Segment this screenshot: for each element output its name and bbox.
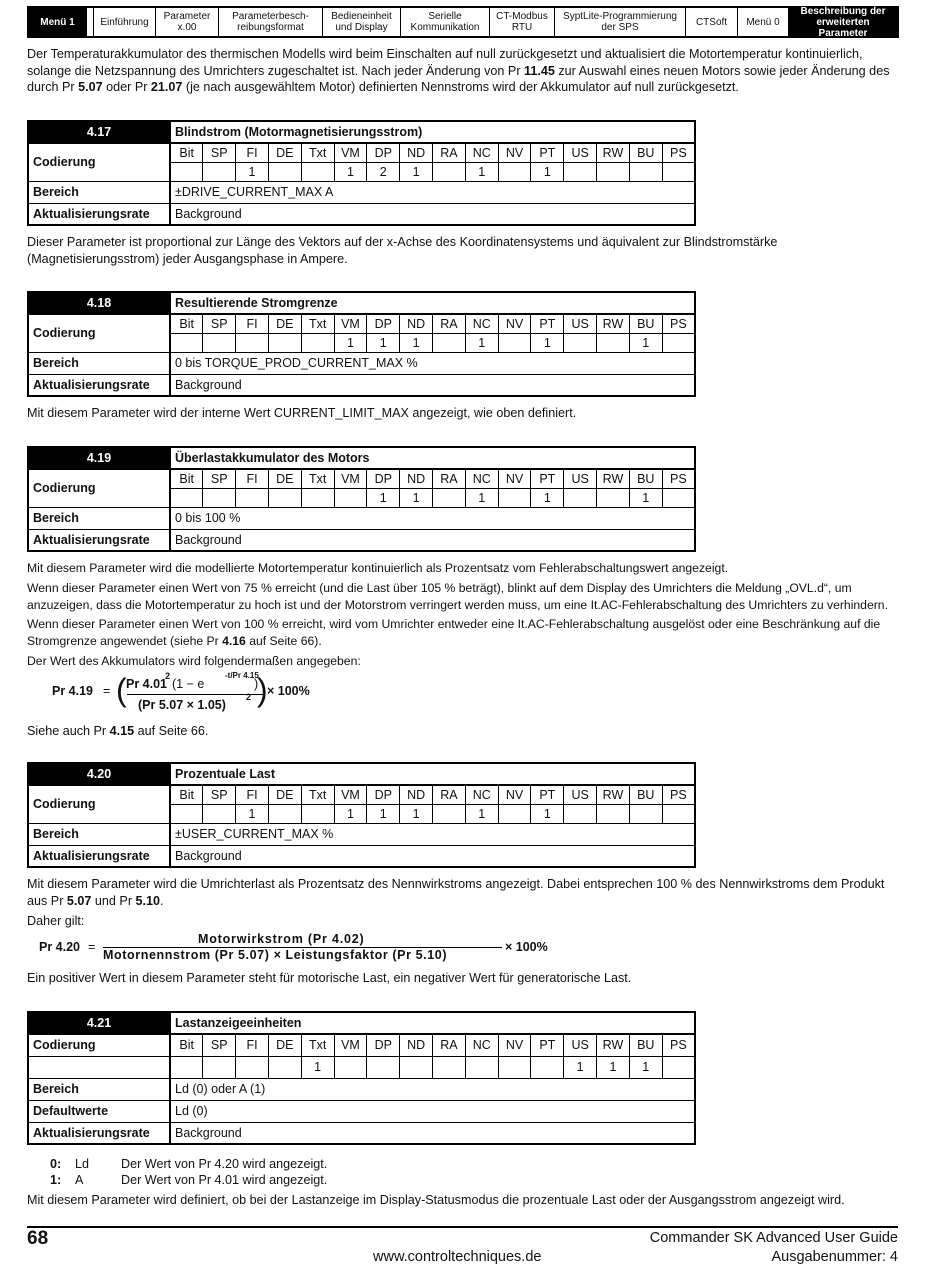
bit-header-sp: SP xyxy=(203,314,236,333)
bit-value-bu: 1 xyxy=(629,1056,662,1078)
bereich-value: Ld (0) oder A (1) xyxy=(170,1078,695,1100)
param-4-18-description: Mit diesem Parameter wird der interne Wert CURRENT_LIMIT_MAX angezeigt, wie oben definiert. xyxy=(27,406,577,420)
bit-value-pt xyxy=(531,1056,564,1078)
param-table-4-18 xyxy=(27,291,696,397)
bit-header-txt: Txt xyxy=(301,1034,334,1056)
bit-header-txt: Txt xyxy=(301,469,334,488)
default-value: Ld (0) xyxy=(170,1100,695,1122)
param-title: Lastanzeigeeinheiten xyxy=(170,1012,695,1034)
bit-header-bu: BU xyxy=(629,785,662,804)
formula-lhs: Pr 4.19 xyxy=(52,684,94,698)
bit-value-dp: 2 xyxy=(367,162,400,181)
bit-value-dp: 1 xyxy=(367,804,400,823)
bit-header-bit: Bit xyxy=(170,314,203,333)
bit-value-nd xyxy=(400,1056,433,1078)
bit-value-bit xyxy=(170,162,203,181)
bit-value-us xyxy=(564,804,597,823)
bit-value-nc: 1 xyxy=(465,488,498,507)
param-4-20-note: Ein positiver Wert in diesem Parameter steht für motorische Last, ein negativer Wert für generatorische Last. xyxy=(27,971,632,985)
formula-4-19 xyxy=(52,670,352,718)
rate-label: Aktualisierungsrate xyxy=(28,1122,170,1144)
bit-header-rw: RW xyxy=(597,785,630,804)
bit-value-nv xyxy=(498,804,531,823)
bit-header-rw: RW xyxy=(597,469,630,488)
default-label: Defaultwerte xyxy=(28,1100,170,1122)
param-title: Prozentuale Last xyxy=(170,763,695,785)
bit-header-us: US xyxy=(564,314,597,333)
equals-sign: = xyxy=(88,940,96,954)
bit-header-fi: FI xyxy=(236,314,269,333)
bit-header-nc: NC xyxy=(465,785,498,804)
bit-header-de: DE xyxy=(268,785,301,804)
formula-4-20 xyxy=(39,930,548,966)
bit-value-nc xyxy=(465,1056,498,1078)
bit-header-nc: NC xyxy=(465,1034,498,1056)
bit-header-bit: Bit xyxy=(170,1034,203,1056)
bit-header-nc: NC xyxy=(465,314,498,333)
formula-exponent: -t/Pr 4.15 xyxy=(225,671,259,680)
bit-header-sp: SP xyxy=(203,1034,236,1056)
bit-header-vm: VM xyxy=(334,1034,367,1056)
bereich-value: ±DRIVE_CURRENT_MAX A xyxy=(170,181,695,203)
param-4-19-see-also: Siehe auch Pr 4.15 auf Seite 66. xyxy=(27,724,209,738)
bit-header-sp: SP xyxy=(203,785,236,804)
bit-value-nc: 1 xyxy=(465,804,498,823)
formula-factor: × 100% xyxy=(267,684,310,698)
bit-header-nv: NV xyxy=(498,314,531,333)
rate-value: Background xyxy=(170,845,695,867)
bit-header-sp: SP xyxy=(203,143,236,162)
bit-value-ps xyxy=(662,1056,695,1078)
bit-header-nv: NV xyxy=(498,785,531,804)
bit-value-nc: 1 xyxy=(465,333,498,352)
nav-gap xyxy=(87,8,94,36)
codierung-label: Codierung xyxy=(28,785,170,823)
bit-value-bu: 1 xyxy=(629,488,662,507)
codierung-empty xyxy=(28,1056,170,1078)
param-4-21-description: Mit diesem Parameter wird definiert, ob bei der Lastanzeige im Display-Statusmodus die prozentuale Last oder der Ausgangsstrom angezeigt wird. xyxy=(27,1193,845,1207)
bit-header-bit: Bit xyxy=(170,143,203,162)
bit-value-pt: 1 xyxy=(531,162,564,181)
bit-header-de: DE xyxy=(268,469,301,488)
bit-value-dp xyxy=(367,1056,400,1078)
param-table-4-20 xyxy=(27,762,696,868)
bit-value-sp xyxy=(203,333,236,352)
formula-den-square: 2 xyxy=(246,692,252,702)
bit-value-fi xyxy=(236,488,269,507)
guide-title: Commander SK Advanced User Guide xyxy=(649,1230,898,1246)
bit-value-us xyxy=(564,488,597,507)
tab-einfuehrung[interactable]: Einführung xyxy=(94,8,156,36)
bit-value-de xyxy=(268,333,301,352)
bit-value-de xyxy=(268,162,301,181)
bit-value-sp xyxy=(203,1056,236,1078)
bit-header-bit: Bit xyxy=(170,469,203,488)
bit-header-de: DE xyxy=(268,143,301,162)
bit-header-us: US xyxy=(564,143,597,162)
footer-url[interactable]: www.controltechniques.de xyxy=(373,1249,542,1265)
formula-den: Motornennstrom (Pr 5.07) × Leistungsfaktor (Pr 5.10) xyxy=(103,948,448,962)
bit-header-pt: PT xyxy=(531,469,564,488)
codierung-label: Codierung xyxy=(28,143,170,181)
param-title: Blindstrom (Motormagnetisierungsstrom) xyxy=(170,121,695,143)
bit-header-dp: DP xyxy=(367,314,400,333)
bit-header-ps: PS xyxy=(662,785,695,804)
bit-header-pt: PT xyxy=(531,314,564,333)
param-number: 4.17 xyxy=(28,121,170,143)
bit-header-pt: PT xyxy=(531,143,564,162)
option-value: 0: xyxy=(50,1157,62,1171)
tab-syptlite[interactable]: SyptLite-Programmierung der SPS xyxy=(555,8,686,36)
param-4-19-desc-4: Der Wert des Akkumulators wird folgendermaßen angegeben: xyxy=(27,654,361,668)
bit-header-ps: PS xyxy=(662,1034,695,1056)
option-code: A xyxy=(75,1173,84,1187)
bit-value-rw xyxy=(597,333,630,352)
close-paren: ) xyxy=(257,672,268,708)
tab-parameter-x00[interactable]: Parameter x.00 xyxy=(156,8,219,36)
codierung-label: Codierung xyxy=(28,469,170,507)
rate-value: Background xyxy=(170,529,695,551)
bit-header-nd: ND xyxy=(400,469,433,488)
bit-value-de xyxy=(268,1056,301,1078)
bit-header-de: DE xyxy=(268,1034,301,1056)
param-title: Resultierende Stromgrenze xyxy=(170,292,695,314)
bit-value-nv xyxy=(498,1056,531,1078)
top-navigation xyxy=(27,6,899,38)
bit-value-sp xyxy=(203,804,236,823)
rate-value: Background xyxy=(170,1122,695,1144)
rate-label: Aktualisierungsrate xyxy=(28,374,170,396)
bit-header-nd: ND xyxy=(400,143,433,162)
fraction-line xyxy=(127,694,263,695)
bit-header-txt: Txt xyxy=(301,314,334,333)
bit-header-us: US xyxy=(564,1034,597,1056)
bit-value-bit xyxy=(170,333,203,352)
bit-header-vm: VM xyxy=(334,143,367,162)
bit-header-ra: RA xyxy=(433,785,466,804)
bit-header-nv: NV xyxy=(498,1034,531,1056)
bit-value-bit xyxy=(170,488,203,507)
formula-square: 2 xyxy=(165,671,171,681)
rate-label: Aktualisierungsrate xyxy=(28,845,170,867)
bit-header-rw: RW xyxy=(597,143,630,162)
bereich-label: Bereich xyxy=(28,507,170,529)
bit-value-rw xyxy=(597,488,630,507)
formula-num-c: ) xyxy=(254,677,259,691)
bit-header-vm: VM xyxy=(334,785,367,804)
param-table-4-17 xyxy=(27,120,696,226)
bit-header-nv: NV xyxy=(498,469,531,488)
bit-header-nd: ND xyxy=(400,1034,433,1056)
bit-header-bu: BU xyxy=(629,1034,662,1056)
rate-value: Background xyxy=(170,374,695,396)
bit-value-bu xyxy=(629,804,662,823)
bit-header-pt: PT xyxy=(531,785,564,804)
bit-value-ra xyxy=(433,1056,466,1078)
bit-value-nd: 1 xyxy=(400,488,433,507)
param-4-17-description: Dieser Parameter ist proportional zur Länge des Vektors auf der x-Achse des Koordinatensystems und äquivalent zur Blindstromstärke (Magnetisierungsstrom) jeder Ausgangsphase in Ampere. xyxy=(27,235,778,266)
bereich-value: ±USER_CURRENT_MAX % xyxy=(170,823,695,845)
bit-value-ps xyxy=(662,804,695,823)
param-4-19-desc-3: Wenn dieser Parameter einen Wert von 100 % erreicht, wird vom Umrichter entweder eine It.AC-Fehlerabschaltung ausgelöst oder eine Beschränkung auf die Stromgrenze angewendet (siehe Pr 4.16 auf Seite 66). xyxy=(27,617,881,648)
open-paren: ( xyxy=(116,672,127,708)
bit-header-fi: FI xyxy=(236,143,269,162)
bit-value-bu xyxy=(629,162,662,181)
bereich-label: Bereich xyxy=(28,352,170,374)
param-number: 4.21 xyxy=(28,1012,170,1034)
rate-label: Aktualisierungsrate xyxy=(28,529,170,551)
tab-ct-modbus-rtu[interactable]: CT-Modbus RTU xyxy=(490,8,555,36)
bit-value-bu: 1 xyxy=(629,333,662,352)
bit-header-ra: RA xyxy=(433,469,466,488)
bit-header-vm: VM xyxy=(334,314,367,333)
bit-value-nd: 1 xyxy=(400,804,433,823)
bit-value-fi: 1 xyxy=(236,162,269,181)
bit-value-ps xyxy=(662,488,695,507)
bit-header-pt: PT xyxy=(531,1034,564,1056)
bit-value-dp: 1 xyxy=(367,333,400,352)
bit-value-nd: 1 xyxy=(400,333,433,352)
bit-value-txt xyxy=(301,488,334,507)
bit-value-de xyxy=(268,804,301,823)
bit-value-sp xyxy=(203,488,236,507)
bit-value-vm: 1 xyxy=(334,333,367,352)
bit-value-bit xyxy=(170,804,203,823)
codierung-label: Codierung xyxy=(28,314,170,352)
bit-value-txt xyxy=(301,804,334,823)
tab-bedieneinheit[interactable]: Bedieneinheit und Display xyxy=(323,8,401,36)
param-4-19-desc-1: Mit diesem Parameter wird die modellierte Motortemperatur kontinuierlich als Prozentsatz vom Fehlerabschaltungswert angezeigt. xyxy=(27,561,729,575)
equals-sign: = xyxy=(103,684,111,698)
option-text: Der Wert von Pr 4.20 wird angezeigt. xyxy=(121,1157,328,1171)
bit-value-ra xyxy=(433,804,466,823)
formula-lhs: Pr 4.20 xyxy=(39,940,81,954)
bit-header-fi: FI xyxy=(236,785,269,804)
param-table-4-19 xyxy=(27,446,696,552)
bit-value-nc: 1 xyxy=(465,162,498,181)
bit-value-pt: 1 xyxy=(531,488,564,507)
bit-value-rw xyxy=(597,804,630,823)
bit-header-fi: FI xyxy=(236,1034,269,1056)
param-4-19-desc-2: Wenn dieser Parameter einen Wert von 75 % erreicht (und die Last über 105 % beträgt), blinkt auf dem Display des Umrichters die Meldung „OVL.d“, um anzuzeigen, dass die Motortemperatur zu hoch ist und der Motorstrom verringert werden muss, um eine It.AC-Fehlerabschaltung des Umrichters zu verhindern. xyxy=(27,581,888,612)
bit-value-dp: 1 xyxy=(367,488,400,507)
param-4-20-daher: Daher gilt: xyxy=(27,914,85,928)
bereich-value: 0 bis TORQUE_PROD_CURRENT_MAX % xyxy=(170,352,695,374)
bit-header-bu: BU xyxy=(629,143,662,162)
footer-rule xyxy=(27,1226,898,1228)
bit-value-rw: 1 xyxy=(597,1056,630,1078)
bit-value-sp xyxy=(203,162,236,181)
formula-factor: × 100% xyxy=(505,940,548,954)
bit-header-nc: NC xyxy=(465,469,498,488)
bit-header-txt: Txt xyxy=(301,785,334,804)
bit-value-rw xyxy=(597,162,630,181)
bit-header-rw: RW xyxy=(597,314,630,333)
bit-value-vm: 1 xyxy=(334,162,367,181)
bit-header-rw: RW xyxy=(597,1034,630,1056)
option-code: Ld xyxy=(75,1157,90,1171)
formula-num: Motorwirkstrom (Pr 4.02) xyxy=(198,932,365,946)
bit-value-ps xyxy=(662,162,695,181)
bereich-label: Bereich xyxy=(28,823,170,845)
bit-value-nv xyxy=(498,488,531,507)
bit-header-ps: PS xyxy=(662,469,695,488)
bit-header-nd: ND xyxy=(400,785,433,804)
bit-value-ra xyxy=(433,162,466,181)
bit-value-us: 1 xyxy=(564,1056,597,1078)
bit-header-bu: BU xyxy=(629,469,662,488)
page-number: 68 xyxy=(27,1228,49,1249)
bit-value-vm xyxy=(334,488,367,507)
tab-serielle-kommunikation[interactable]: Serielle Kommunikation xyxy=(401,8,490,36)
rate-value: Background xyxy=(170,203,695,225)
bit-header-dp: DP xyxy=(367,785,400,804)
bit-header-bit: Bit xyxy=(170,785,203,804)
codierung-label: Codierung xyxy=(28,1034,170,1056)
tab-parameterbeschreibungsformat[interactable]: Parameterbesch-reibungsformat xyxy=(219,8,323,36)
rate-label: Aktualisierungsrate xyxy=(28,203,170,225)
bit-header-nv: NV xyxy=(498,143,531,162)
option-value: 1: xyxy=(50,1173,62,1187)
bit-header-ra: RA xyxy=(433,1034,466,1056)
tab-erweiterte-parameter[interactable]: Beschreibung der erweiterten Parameter xyxy=(789,8,897,36)
intro-paragraph: Der Temperaturakkumulator des thermischen Modells wird beim Einschalten auf null zurückgesetzt und aktualisiert die Motortemperatur kontinuierlich, solange die Netzspannung des Umrichters zugeschaltet ist. Nach jeder Änderung von Pr 11.45 zur Auswahl eines neuen Motors sowie jeder Änderung des durch Pr 5.07 oder Pr 21.07 (je nach ausgewähltem Motor) definierten Nennstroms wird der Akkumulator auf null zurückgesetzt. xyxy=(27,47,890,94)
bit-value-ra xyxy=(433,488,466,507)
option-text: Der Wert von Pr 4.01 wird angezeigt. xyxy=(121,1173,328,1187)
bit-value-pt: 1 xyxy=(531,333,564,352)
bit-header-dp: DP xyxy=(367,1034,400,1056)
issue-number: Ausgabenummer: 4 xyxy=(771,1249,898,1265)
bit-value-txt xyxy=(301,333,334,352)
formula-num-b: (1 − e xyxy=(172,677,205,691)
bit-value-pt: 1 xyxy=(531,804,564,823)
bit-header-ra: RA xyxy=(433,143,466,162)
bit-header-txt: Txt xyxy=(301,143,334,162)
param-number: 4.18 xyxy=(28,292,170,314)
tab-menu-0[interactable]: Menü 0 xyxy=(738,8,789,36)
bit-header-us: US xyxy=(564,469,597,488)
bereich-label: Bereich xyxy=(28,1078,170,1100)
bit-header-bu: BU xyxy=(629,314,662,333)
bit-value-nv xyxy=(498,162,531,181)
bit-header-vm: VM xyxy=(334,469,367,488)
bit-header-ps: PS xyxy=(662,314,695,333)
bereich-value: 0 bis 100 % xyxy=(170,507,695,529)
param-number: 4.19 xyxy=(28,447,170,469)
bit-value-vm xyxy=(334,1056,367,1078)
bit-header-ra: RA xyxy=(433,314,466,333)
param-table-4-21 xyxy=(27,1011,696,1145)
bit-value-fi xyxy=(236,333,269,352)
bit-value-bit xyxy=(170,1056,203,1078)
bit-value-txt xyxy=(301,162,334,181)
formula-num-a: Pr 4.01 xyxy=(126,677,168,691)
bit-header-nc: NC xyxy=(465,143,498,162)
bit-header-ps: PS xyxy=(662,143,695,162)
param-number: 4.20 xyxy=(28,763,170,785)
bit-value-txt: 1 xyxy=(301,1056,334,1078)
bit-value-fi xyxy=(236,1056,269,1078)
bit-value-ps xyxy=(662,333,695,352)
bit-header-dp: DP xyxy=(367,469,400,488)
tab-menu-1[interactable]: Menü 1 xyxy=(29,8,87,36)
bit-header-nd: ND xyxy=(400,314,433,333)
bit-value-fi: 1 xyxy=(236,804,269,823)
formula-den: (Pr 5.07 × 1.05) xyxy=(138,698,226,712)
bit-header-sp: SP xyxy=(203,469,236,488)
bit-value-nd: 1 xyxy=(400,162,433,181)
bit-value-de xyxy=(268,488,301,507)
tab-ctsoft[interactable]: CTSoft xyxy=(686,8,738,36)
bit-value-us xyxy=(564,333,597,352)
param-title: Überlastakkumulator des Motors xyxy=(170,447,695,469)
bit-header-dp: DP xyxy=(367,143,400,162)
bereich-label: Bereich xyxy=(28,181,170,203)
bit-header-de: DE xyxy=(268,314,301,333)
bit-header-us: US xyxy=(564,785,597,804)
param-4-20-description: Mit diesem Parameter wird die Umrichterlast als Prozentsatz des Nennwirkstroms angezeigt. Dabei entsprechen 100 % des Nennwirkstroms dem Produkt aus Pr 5.07 und Pr 5.10. xyxy=(27,877,885,908)
bit-value-us xyxy=(564,162,597,181)
bit-value-vm: 1 xyxy=(334,804,367,823)
bit-header-fi: FI xyxy=(236,469,269,488)
bit-value-ra xyxy=(433,333,466,352)
bit-value-nv xyxy=(498,333,531,352)
